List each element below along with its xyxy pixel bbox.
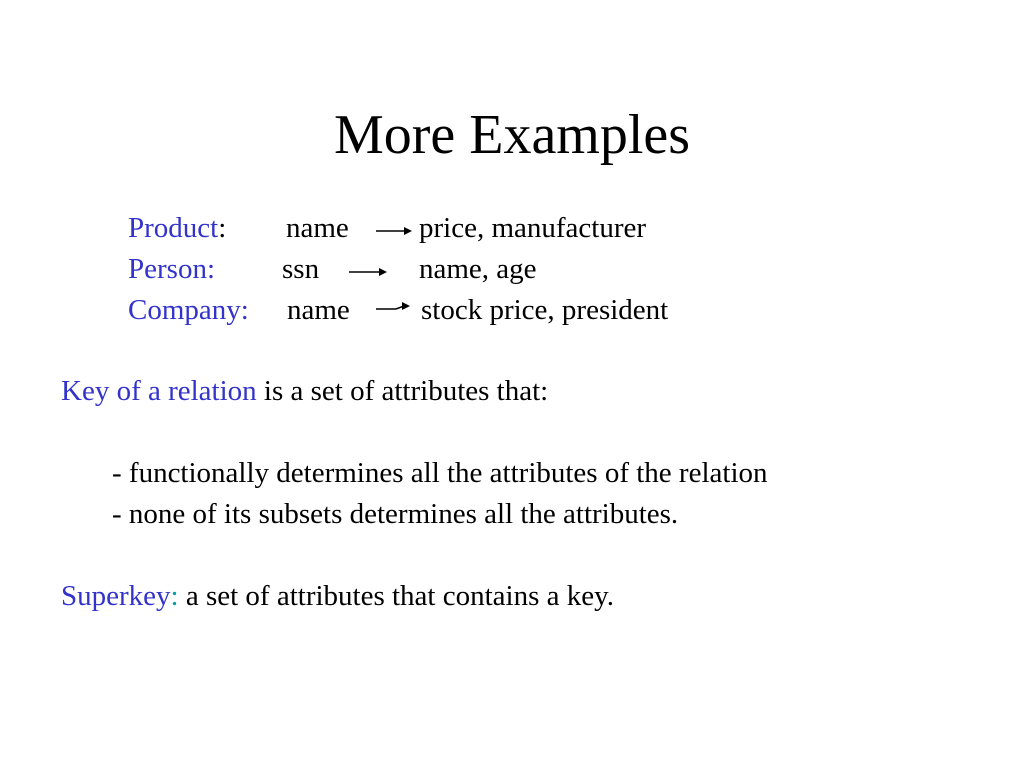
- example-product: [128, 211, 226, 245]
- fd-rhs: name, age: [419, 253, 537, 285]
- right-arrow-icon: [376, 300, 412, 314]
- example-person: [128, 252, 215, 286]
- entity-label: Person:: [128, 253, 215, 285]
- fd-rhs: stock price, president: [421, 294, 669, 326]
- condition-item: - functionally determines all the attributes of the relation: [112, 457, 768, 489]
- key-definition: [61, 374, 548, 408]
- superkey-definition-text: a set of attributes that contains a key.: [178, 580, 614, 612]
- right-arrow-icon: [349, 266, 387, 278]
- right-arrow-icon: [376, 225, 412, 237]
- key-definition-text: is a set of attributes that:: [256, 375, 549, 407]
- example-company: [128, 293, 249, 327]
- superkey-colon: :: [170, 580, 179, 612]
- entity-label: Product: [128, 212, 219, 244]
- superkey-definition: [61, 579, 614, 613]
- key-term: Key of a relation: [61, 375, 257, 407]
- entity-separator: :: [218, 212, 227, 244]
- fd-rhs: price, manufacturer: [419, 212, 647, 244]
- fd-lhs: name: [286, 212, 349, 244]
- fd-lhs: ssn: [282, 253, 320, 285]
- entity-label: Company:: [128, 294, 249, 326]
- condition-item: - none of its subsets determines all the attributes.: [112, 498, 679, 530]
- fd-lhs: name: [287, 294, 350, 326]
- slide-title: More Examples: [333, 104, 691, 166]
- superkey-term: Superkey: [61, 580, 171, 612]
